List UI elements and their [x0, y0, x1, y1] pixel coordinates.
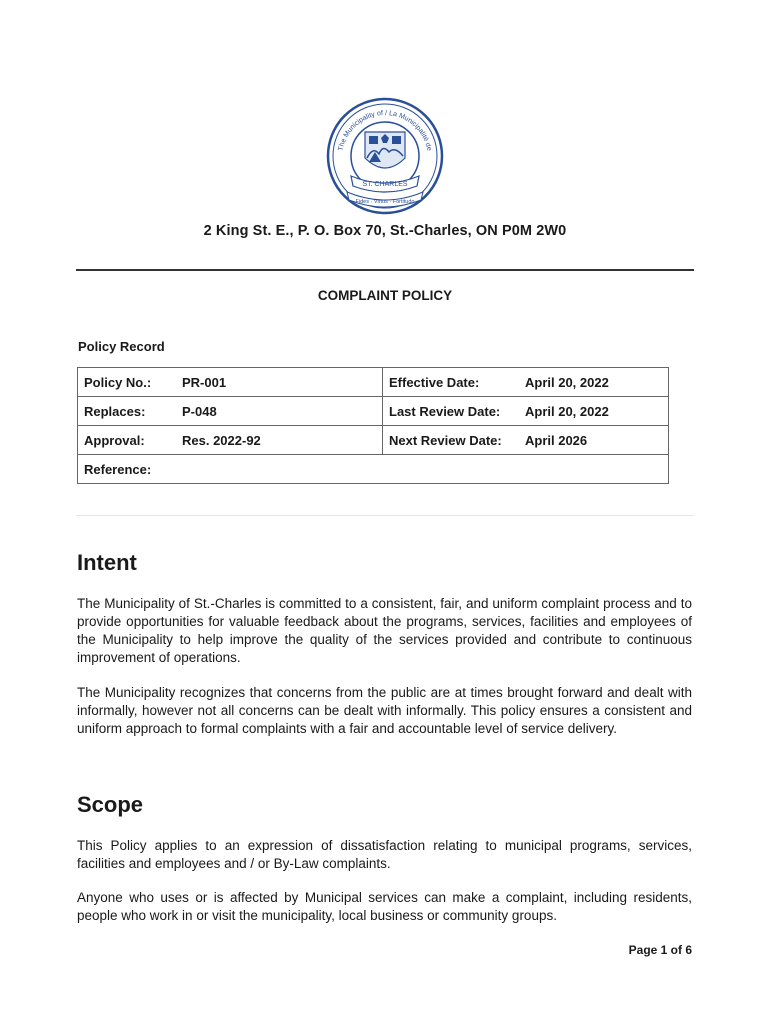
- municipal-address: 2 King St. E., P. O. Box 70, St.-Charles, ON P0M 2W0: [203, 223, 567, 239]
- replaces-value: P-048: [176, 397, 383, 426]
- policy-no-label: Policy No.:: [78, 368, 177, 397]
- scope-paragraph-2: Anyone who uses or is affected by Municipal services can make a complaint, including residents, people who work in or visit the municipality, local business or community groups.: [77, 890, 692, 923]
- intent-paragraph-2: The Municipality recognizes that concerns from the public are at times brought forward and dealt with informally, however not all concerns can be dealt with informally. This policy ensures a consistent and uniform approach to formal complaints with a fair and accountable level of service delivery.: [77, 685, 692, 736]
- scope-paragraph-1: This Policy applies to an expression of dissatisfaction relating to municipal programs, services, facilities and employees and / or By-Law complaints.: [77, 838, 692, 871]
- approval-label: Approval:: [78, 426, 177, 455]
- section-divider: [76, 515, 694, 516]
- table-row: [78, 455, 669, 484]
- seal-banner-text: ST. CHARLES: [362, 181, 408, 188]
- effective-date-value: April 20, 2022: [519, 368, 669, 397]
- policy-no-value: PR-001: [176, 368, 383, 397]
- effective-date-label: Effective Date:: [383, 368, 520, 397]
- table-row: [78, 426, 669, 455]
- approval-value: Res. 2022-92: [176, 426, 383, 455]
- scope-heading: Scope: [77, 792, 144, 817]
- next-review-label: Next Review Date:: [383, 426, 520, 455]
- seal-motto-text: Fides · Virtus · Fortitudo: [355, 199, 415, 205]
- intent-heading: Intent: [77, 550, 137, 575]
- last-review-value: April 20, 2022: [519, 397, 669, 426]
- policy-record-table: [77, 367, 669, 484]
- document-title: COMPLAINT POLICY: [317, 288, 453, 303]
- table-row: [78, 368, 669, 397]
- policy-record-label: Policy Record: [78, 339, 165, 354]
- page-number: Page 1 of 6: [628, 943, 692, 957]
- reference-label: Reference:: [78, 455, 669, 484]
- next-review-value: April 2026: [519, 426, 669, 455]
- intent-paragraph-1: The Municipality of St.-Charles is committed to a consistent, fair, and uniform complaint process and to provide opportunities for valuable feedback about the programs, services, facilities and employees of the Municipality to help improve the quality of the services provided and contribute to continuous improvement of operations.: [77, 596, 692, 665]
- last-review-label: Last Review Date:: [383, 397, 520, 426]
- header-divider: [76, 269, 694, 271]
- seal-arc-text: The Municipality of / La Municipalité de: [337, 109, 433, 152]
- municipal-seal-logo: [325, 96, 445, 216]
- table-row: [78, 397, 669, 426]
- replaces-label: Replaces:: [78, 397, 177, 426]
